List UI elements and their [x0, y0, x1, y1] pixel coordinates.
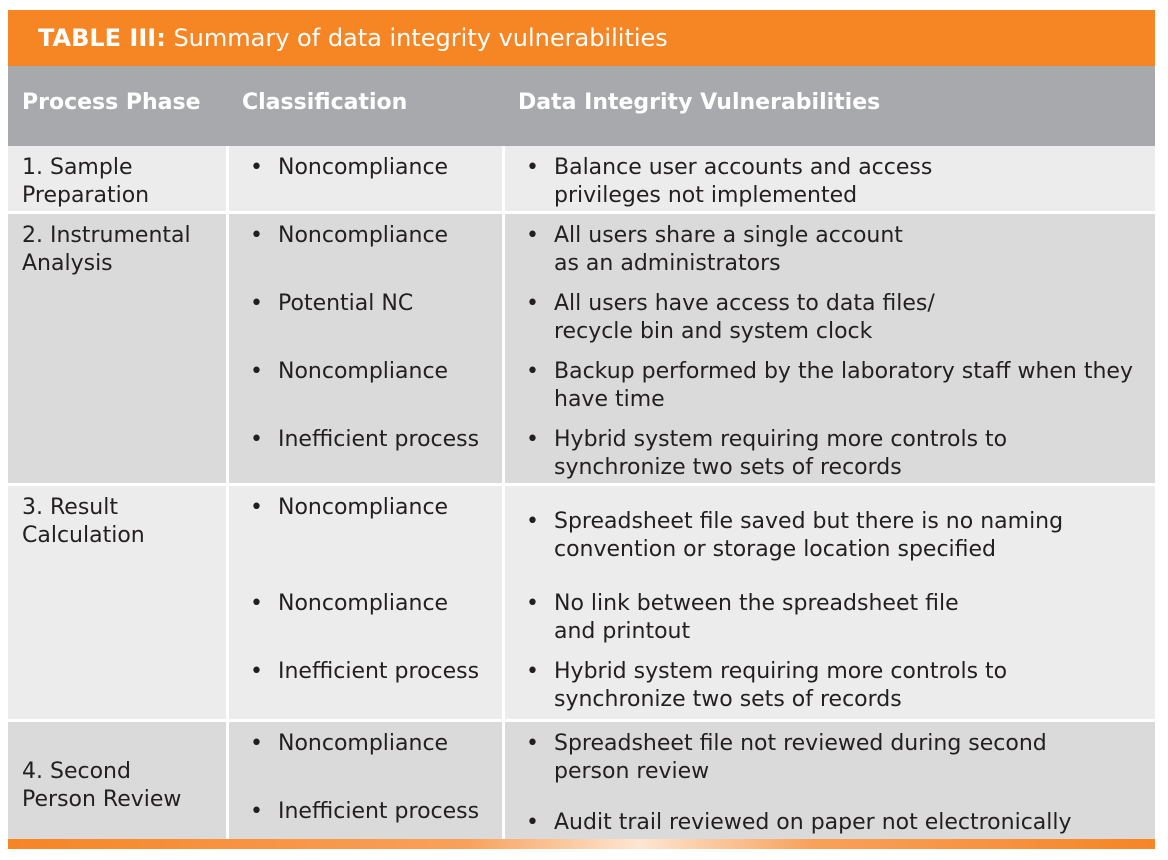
vulnerability-line: Hybrid system requiring more controls to	[554, 427, 1008, 452]
column-divider	[502, 146, 505, 839]
vulnerability-text	[554, 809, 1072, 837]
table-header-row	[8, 66, 1155, 146]
phase-line: 3. Result	[22, 495, 118, 520]
bullet-icon: •	[526, 155, 539, 180]
phase-line: Preparation	[22, 183, 150, 208]
vulnerability-text	[554, 358, 1133, 414]
vulnerability-line: have time	[554, 387, 665, 412]
bullet-icon: •	[526, 509, 539, 534]
bullet-icon: •	[250, 359, 263, 384]
vulnerability-line: convention or storage location specified	[554, 537, 997, 562]
vulnerability-text	[554, 222, 903, 278]
bullet-icon: •	[526, 810, 539, 835]
bullet-icon: •	[526, 731, 539, 756]
bullet-icon: •	[526, 223, 539, 248]
header-vulnerabilities: Data Integrity Vulnerabilities	[518, 90, 881, 115]
phase-cell	[22, 758, 181, 814]
phase-line: Person Review	[22, 787, 182, 812]
vulnerability-line: recycle bin and system clock	[554, 319, 873, 344]
bullet-icon: •	[526, 359, 539, 384]
bullet-icon: •	[250, 495, 263, 520]
table-row	[8, 214, 1155, 486]
table-row	[8, 146, 1155, 214]
vulnerability-line: All users share a single account	[554, 223, 903, 248]
classification-text: Inefficient process	[278, 659, 480, 684]
bullet-icon: •	[250, 223, 263, 248]
vulnerability-line: Balance user accounts and access	[554, 155, 933, 180]
vulnerability-line: Spreadsheet file not reviewed during second	[554, 731, 1047, 756]
vulnerability-line: as an administrators	[554, 251, 781, 276]
vulnerability-line: and printout	[554, 619, 691, 644]
phase-line: 2. Instrumental	[22, 223, 191, 248]
vulnerability-text	[554, 658, 1007, 714]
vulnerability-text	[554, 590, 959, 646]
bullet-icon: •	[250, 659, 263, 684]
vulnerability-line: privileges not implemented	[554, 183, 858, 208]
vulnerability-text	[554, 154, 932, 210]
phase-cell	[22, 494, 145, 550]
classification-text: Noncompliance	[278, 359, 449, 384]
classification-text: Inefficient process	[278, 427, 480, 452]
bullet-icon: •	[250, 427, 263, 452]
bullet-icon: •	[526, 591, 539, 616]
vulnerability-line: Audit trail reviewed on paper not electronically	[554, 810, 1072, 835]
header-classification: Classification	[242, 90, 408, 115]
bullet-icon: •	[250, 591, 263, 616]
vulnerability-line: person review	[554, 759, 710, 784]
vulnerability-line: Backup performed by the laboratory staff when they	[554, 359, 1133, 384]
vulnerability-line: Spreadsheet file saved but there is no naming	[554, 509, 1064, 534]
table-row	[8, 722, 1155, 839]
table-number: TABLE III:	[38, 24, 166, 52]
classification-text: Noncompliance	[278, 223, 449, 248]
column-divider	[226, 146, 229, 839]
classification-text: Noncompliance	[278, 591, 449, 616]
table-title-text: Summary of data integrity vulnerabilities	[165, 24, 668, 52]
vulnerability-text	[554, 426, 1007, 482]
phase-line: 1. Sample	[22, 155, 133, 180]
bottom-accent-bar	[8, 839, 1155, 849]
classification-text: Noncompliance	[278, 155, 449, 180]
phase-line: Analysis	[22, 251, 113, 276]
vulnerability-text	[554, 730, 1047, 786]
vulnerability-line: Hybrid system requiring more controls to	[554, 659, 1008, 684]
bullet-icon: •	[526, 291, 539, 316]
bullet-icon: •	[526, 427, 539, 452]
phase-line: Calculation	[22, 523, 145, 548]
table-title	[8, 10, 1155, 66]
table-row	[8, 486, 1155, 722]
vulnerability-line: No link between the spreadsheet file	[554, 591, 959, 616]
summary-table	[8, 10, 1155, 849]
vulnerability-line: All users have access to data files/	[554, 291, 935, 316]
classification-text: Noncompliance	[278, 731, 449, 756]
vulnerability-line: synchronize two sets of records	[554, 455, 902, 480]
bullet-icon: •	[250, 155, 263, 180]
bullet-icon: •	[526, 659, 539, 684]
bullet-icon: •	[250, 799, 263, 824]
bullet-icon: •	[250, 731, 263, 756]
vulnerability-line: synchronize two sets of records	[554, 687, 902, 712]
bullet-icon: •	[250, 291, 263, 316]
classification-text: Inefficient process	[278, 799, 480, 824]
header-process-phase: Process Phase	[22, 90, 201, 115]
phase-cell	[22, 222, 191, 278]
classification-text: Potential NC	[278, 291, 414, 316]
classification-text: Noncompliance	[278, 495, 449, 520]
phase-line: 4. Second	[22, 759, 131, 784]
phase-cell	[22, 154, 149, 210]
vulnerability-text	[554, 508, 1063, 564]
vulnerability-text	[554, 290, 935, 346]
